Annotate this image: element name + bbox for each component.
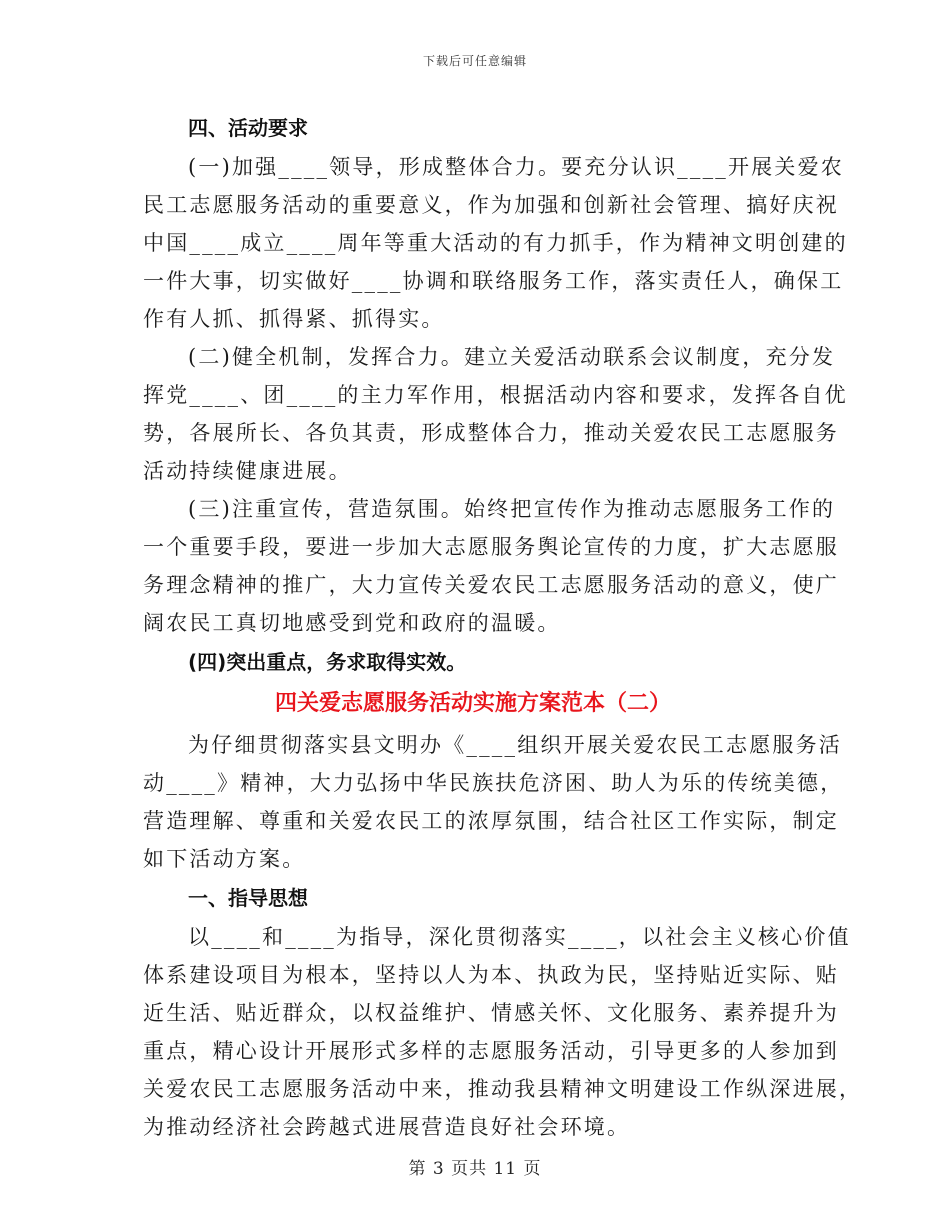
text-line: 营造理解、尊重和关爱农民工的浓厚氛围，结合社区工作实际，制定 <box>143 809 839 833</box>
document-body <box>143 108 863 1146</box>
text-line: 动____》精神，大力弘扬中华民族扶危济困、助人为乐的传统美德， <box>143 771 844 795</box>
paragraph-focus-results: (四)突出重点，务求取得实效。 <box>188 650 467 674</box>
paragraph-guiding-ideology <box>143 918 863 1146</box>
text-line: (一)加强____领导，形成整体合力。要充分认识____开展关爱农 <box>188 155 844 179</box>
text-line: 重点，精心设计开展形式多样的志愿服务活动，引导更多的人参加到 <box>143 1039 839 1063</box>
text-line: 关爱农民工志愿服务活动中来，推动我县精神文明建设工作纵深进展， <box>143 1077 863 1101</box>
text-line: (二)健全机制，发挥合力。建立关爱活动联系会议制度，充分发 <box>188 345 836 369</box>
page-header: 下载后可任意编辑 <box>422 54 527 68</box>
text-line: 挥党____、团____的主力军作用，根据活动内容和要求，发挥各自优 <box>143 383 848 407</box>
text-line: 务理念精神的推广，大力宣传关爱农民工志愿服务活动的意义，使广 <box>143 573 839 597</box>
text-line: 一件大事，切实做好____协调和联络服务工作，落实责任人，确保工 <box>143 269 844 293</box>
text-line: 活动持续健康进展。 <box>143 459 352 483</box>
text-line: (三)注重宣传，营造氛围。始终把宣传作为推动志愿服务工作的 <box>188 497 836 521</box>
text-line: 体系建设项目为根本，坚持以人为本、执政为民，坚持贴近实际、贴 <box>143 963 839 987</box>
text-line: 为推动经济社会跨越式进展营造良好社会环境。 <box>143 1115 631 1139</box>
text-line: 一个重要手段，要进一步加大志愿服务舆论宣传的力度，扩大志愿服 <box>143 535 839 559</box>
page-number: 第 3 页共 11 页 <box>408 1159 542 1179</box>
paragraph-improve-mechanism <box>143 338 848 490</box>
text-line: 势，各展所长、各负其责，形成整体合力，推动关爱农民工志愿服务 <box>143 421 839 445</box>
text-line: 作有人抓、抓得紧、抓得实。 <box>143 307 445 331</box>
text-line: 阔农民工真切地感受到党和政府的温暖。 <box>143 611 561 635</box>
document-section-title: 四关爱志愿服务活动实施方案范本（二） <box>274 691 671 716</box>
section-heading-activity-requirements: 四、活动要求 <box>188 116 308 140</box>
text-line: 为仔细贯彻落实县文明办《____组织开展关爱农民工志愿服务活 <box>188 733 842 757</box>
section-heading-guiding-ideology: 一、指导思想 <box>188 886 308 910</box>
text-line: 以____和____为指导，深化贯彻落实____，以社会主义核心价值 <box>188 925 851 949</box>
text-line: 近生活、贴近群众，以权益维护、情感关怀、文化服务、素养提升为 <box>143 1001 839 1025</box>
paragraph-publicity <box>143 490 839 642</box>
text-line: 中国____成立____周年等重大活动的有力抓手，作为精神文明创建的 <box>143 231 848 255</box>
text-line: 民工志愿服务活动的重要意义，作为加强和创新社会管理、搞好庆祝 <box>143 193 839 217</box>
paragraph-intro <box>143 726 844 878</box>
paragraph-strengthen-leadership <box>143 148 848 338</box>
text-line: 如下活动方案。 <box>143 847 306 871</box>
